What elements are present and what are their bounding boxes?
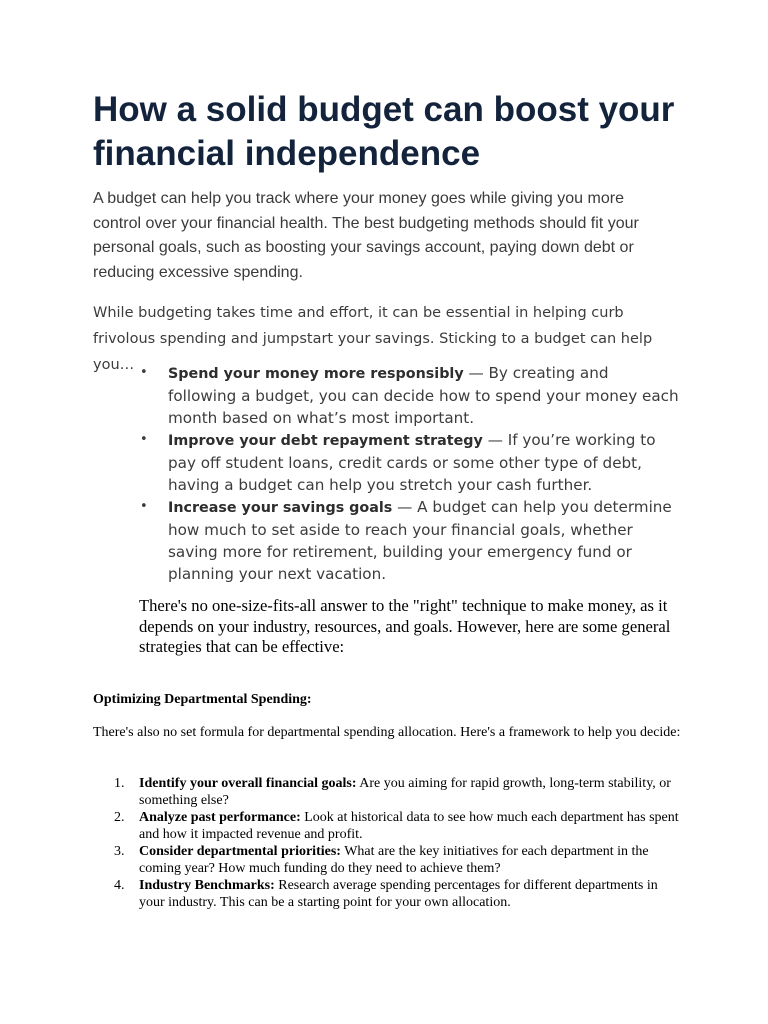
list-item bbox=[93, 843, 683, 877]
list-item bbox=[93, 775, 683, 809]
step-text: Research average spending percentages for different departments in your industry. This can be a starting point for your own allocation. bbox=[139, 878, 658, 910]
step-text: Look at historical data to see how much each department has spent and how it impacted revenue and profit. bbox=[139, 810, 679, 842]
list-item bbox=[140, 496, 680, 585]
list-item bbox=[93, 877, 683, 911]
benefit-text: — A budget can help you determine how much to set aside to reach your financial goals, whether saving more for retirement, building your emergency fund or planning your next vacation. bbox=[168, 498, 672, 583]
step-text: What are the key initiatives for each department in the coming year? How much funding do they need to achieve them? bbox=[139, 844, 649, 876]
intro-paragraph: A budget can help you track where your money goes while giving you more control over your financial health. The best budgeting methods should fit your personal goals, such as boosting your savings account, paying down debt or reducing excessive spending. bbox=[93, 190, 639, 281]
benefit-text: — By creating and following a budget, you can decide how to spend your money each month based on what’s most important. bbox=[168, 364, 679, 427]
step-text: Are you aiming for rapid growth, long-term stability, or something else? bbox=[139, 776, 671, 808]
bullet-icon: • bbox=[140, 499, 148, 514]
step-number: 1. bbox=[114, 776, 125, 791]
step-lead: Analyze past performance: bbox=[139, 810, 301, 825]
budgeting-paragraph: While budgeting takes time and effort, it can be essential in helping curb frivolous spending and jumpstart your savings. Sticking to a budget can help you… bbox=[93, 305, 653, 373]
step-number: 2. bbox=[114, 810, 125, 825]
step-number: 4. bbox=[114, 878, 125, 893]
article-title: How a solid budget can boost your financial independence bbox=[93, 90, 675, 173]
step-number: 3. bbox=[114, 844, 125, 859]
list-item bbox=[140, 429, 680, 496]
benefit-lead: Increase your savings goals bbox=[168, 500, 393, 516]
bullet-icon: • bbox=[140, 365, 148, 380]
strategies-paragraph: There's no one-size-fits-all answer to the "right" technique to make money, as it depends on your industry, resources, and goals. However, here are some general strategies that can be effective: bbox=[139, 596, 671, 656]
list-item bbox=[93, 809, 683, 843]
step-lead: Consider departmental priorities: bbox=[139, 844, 341, 859]
steps-list bbox=[93, 775, 683, 911]
benefit-lead: Improve your debt repayment strategy bbox=[168, 433, 483, 449]
bullet-icon: • bbox=[140, 432, 148, 447]
step-lead: Identify your overall financial goals: bbox=[139, 776, 357, 791]
section-intro: There's also no set formula for departmental spending allocation. Here's a framework to help you decide: bbox=[93, 725, 681, 740]
benefit-text: — If you’re working to pay off student loans, credit cards or some other type of debt, having a budget can help you stretch your cash further. bbox=[168, 431, 656, 494]
list-item bbox=[140, 362, 680, 429]
step-lead: Industry Benchmarks: bbox=[139, 878, 275, 893]
section-heading: Optimizing Departmental Spending: bbox=[93, 692, 312, 707]
benefits-list bbox=[140, 362, 680, 585]
benefit-lead: Spend your money more responsibly bbox=[168, 366, 464, 382]
